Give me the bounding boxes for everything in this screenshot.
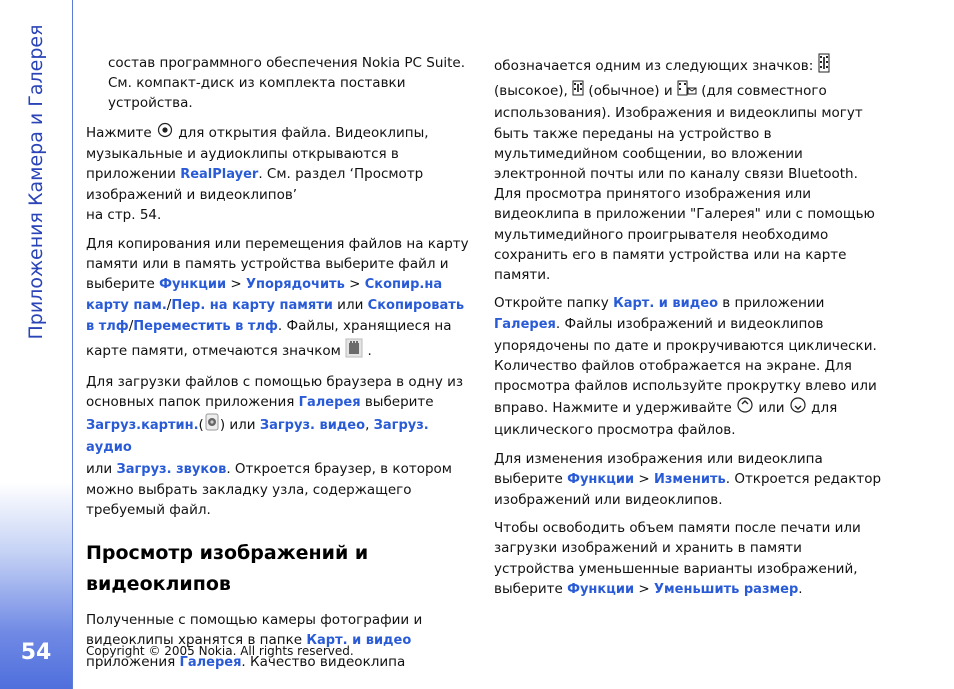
menu-item: Функции bbox=[159, 277, 227, 293]
right-column bbox=[494, 53, 886, 608]
paragraph: Откройте папку Карт. и видео в приложении Галерея. Файлы изображений и видеоклипов упорядочены по дате и прокручиваются циклически. Количество файлов отображается на экране. Для просмотра файлов используйте прокрутку влево или вправо. Нажмите и удерживайте или для циклического просмотра файлов. bbox=[494, 295, 877, 439]
paragraph: состав программного обеспечения Nokia PC Suite. См. компакт-диск из комплекта поставки устройства. bbox=[108, 55, 466, 112]
app-name: Галерея bbox=[179, 654, 242, 670]
menu-item: Функции bbox=[567, 581, 635, 597]
section-heading: Просмотр изображений и видеоклипов bbox=[86, 542, 369, 596]
paragraph: Нажмите для открытия файла. Видеоклипы, музыкальные и аудиоклипы открываются в приложении RealPlayer. См. раздел ‘Просмотр изображений и видеоклипов’ на стр. 54. bbox=[86, 122, 471, 226]
sidebar-divider bbox=[72, 0, 73, 689]
paragraph: Для изменения изображения или видеоклипа выберите Функции > Изменить. Откроется редактор изображений или видеоклипов. bbox=[494, 450, 882, 509]
joystick-up-icon bbox=[736, 396, 754, 420]
menu-item: Скопировать в тлф bbox=[86, 298, 465, 335]
paragraph: обозначается одним из следующих значков: (высокое), (обычное) и (для совместного использования). Изображения и видеоклипы могут быть также переданы на устройство в мультимедийном сообщении, во вложении электронной почты или по каналу связи Bluetooth. Для просмотра принятого изображения или видеоклипа в приложении "Галерея" или с помощью мультимедийного проигрывателя необходимо сохранить его в памяти устройства или на карте памяти. bbox=[494, 53, 886, 285]
menu-item: Загруз. звуков bbox=[116, 461, 227, 477]
paragraph: Для загрузки файлов с помощью браузера в одну из основных папок приложения Галерея выберите Загруз.картин.( ) или Загруз. видео, Загруз. аудио или Загруз. звуков. Откроется браузер, в котором можно выбрать закладку узла, содержащего требуемый файл. bbox=[86, 373, 464, 519]
app-name: RealPlayer bbox=[180, 167, 259, 183]
copyright-footer: Copyright © 2005 Nokia. All rights reserved. bbox=[86, 644, 354, 658]
app-name: Галерея bbox=[298, 395, 361, 411]
menu-item: Загруз.картин. bbox=[86, 418, 199, 434]
menu-item: Функции bbox=[567, 471, 635, 487]
page-number: 54 bbox=[20, 640, 52, 665]
app-name: Галерея bbox=[494, 317, 556, 333]
left-column bbox=[86, 53, 471, 681]
paragraph: Полученные с помощью камеры фотографии и видеоклипы хранятся в папке Карт. и видео приложения Галерея. Качество видеоклипа bbox=[86, 612, 423, 670]
paragraph: Чтобы освободить объем памяти после печати или загрузки изображений и хранить в памяти устройства уменьшенные варианты изображений, выберите Функции > Уменьшить размер. bbox=[494, 520, 861, 597]
menu-item: Загруз. аудио bbox=[86, 418, 429, 456]
menu-item: Скопир.на карту пам. bbox=[86, 277, 443, 314]
folder-name: Карт. и видео bbox=[613, 296, 718, 312]
menu-item: Переместить в тлф bbox=[133, 319, 278, 335]
menu-item: Изменить bbox=[654, 471, 726, 487]
video-quality-sharing-icon bbox=[677, 79, 697, 103]
menu-item: Загруз. видео bbox=[259, 418, 366, 434]
menu-item: Уменьшить размер bbox=[654, 581, 799, 597]
joystick-press-icon bbox=[156, 122, 174, 144]
download-images-icon bbox=[204, 413, 220, 437]
paragraph: Для копирования или перемещения файлов на карту памяти или в память устройства выберите файл и выберите Функции > Упорядочить > Скопир.на карту пам./Пер. на карту памяти или Скопировать в тлф/Переместить в тлф. Файлы, хранящиеся на карте памяти, отмечаются значком . bbox=[86, 234, 471, 364]
menu-item: Пер. на карту памяти bbox=[171, 298, 333, 314]
folder-name: Карт. и видео bbox=[306, 633, 412, 649]
video-quality-normal-icon bbox=[572, 79, 584, 103]
joystick-down-icon bbox=[789, 396, 807, 420]
sidebar bbox=[0, 0, 72, 689]
section-title: Приложения Камера и Галерея bbox=[25, 24, 47, 340]
menu-item: Упорядочить bbox=[246, 277, 345, 293]
video-quality-high-icon bbox=[818, 53, 830, 79]
memory-card-icon bbox=[345, 338, 363, 364]
